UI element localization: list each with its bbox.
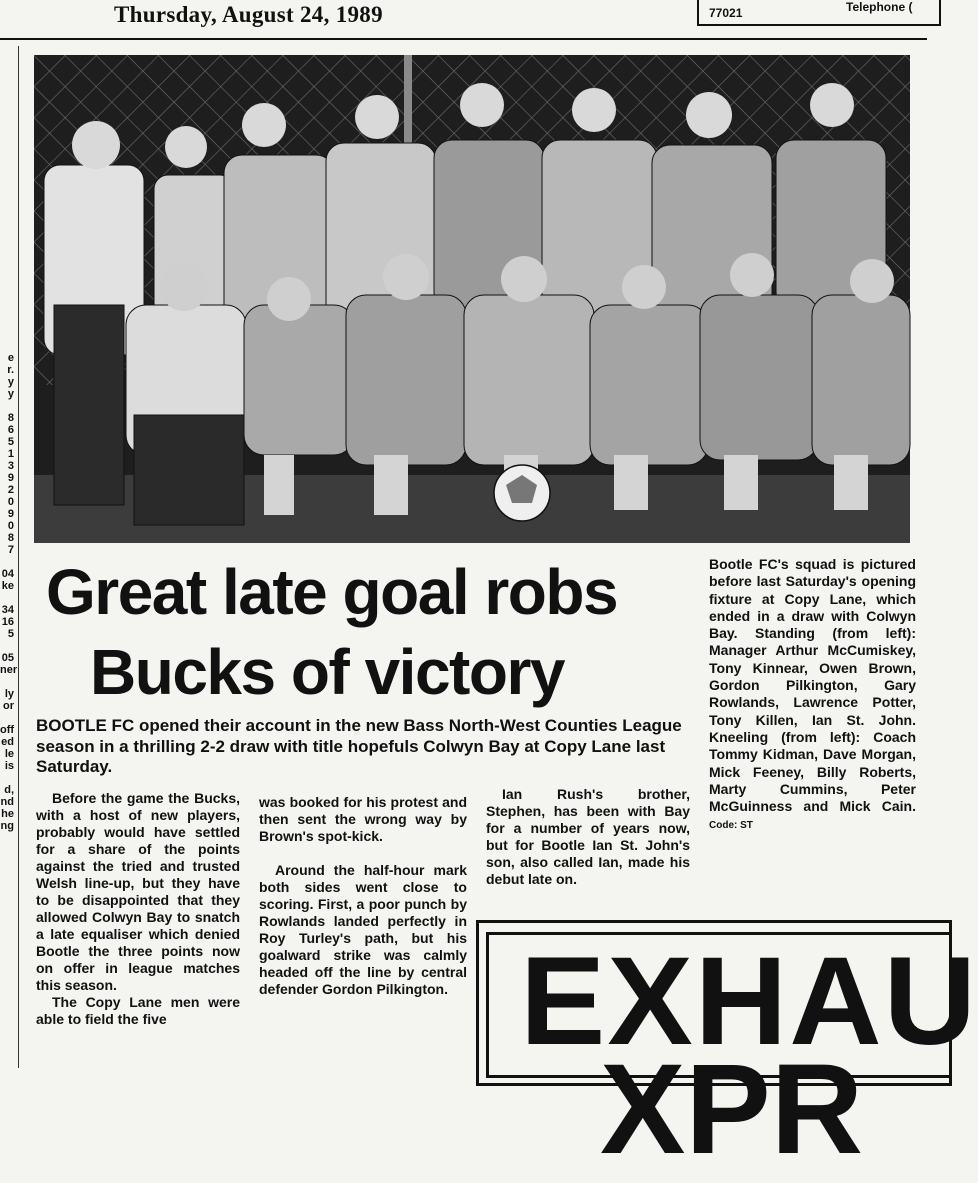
fragment-text: he <box>1 808 14 820</box>
advert-headline: EXHAU <box>520 931 978 1072</box>
paragraph: Around the half-hour mark both sides went close to scoring. First, a poor punch by Rowlands landed perfectly in Roy Turley's path, but his goalward strike was calmly headed off the line by central defender Gordon Pilkington. <box>259 862 467 997</box>
team-photo <box>34 55 910 543</box>
fragment-text: or <box>3 700 14 712</box>
fragment-text <box>0 772 14 784</box>
fragment-text: 2 <box>7 484 14 496</box>
masthead-telephone: Telephone ( <box>846 0 913 14</box>
fragment-text: ed <box>1 736 14 748</box>
fragment-text <box>0 556 14 568</box>
team-photo-icon <box>34 55 910 543</box>
fragment-text: 7 <box>7 544 14 556</box>
fragment-text: ng <box>0 820 14 832</box>
fragment-text: r. <box>7 364 14 376</box>
fragment-text: is <box>4 760 14 772</box>
photo-caption-text: Bootle FC's squad is pictured before last Saturday's opening fixture at Copy Lane, which ended in a draw with Colwyn Bay. Standing (from left): Manager Arthur McCumiskey, Tony Kinnear, Owen Brown, Gordon Pilkington, Gary Rowlands, Lawrence Potter, Tony Killen, Ian St. John. Kneeling (from left): Coach Tommy Kidman, Dave Morgan, Mick Feeney, Billy Roberts, Marty Cummins, Peter McGuinness and Mick Cain. <box>709 556 916 815</box>
fragment-text: 9 <box>7 472 14 484</box>
story-column-1 <box>36 790 240 1028</box>
fragment-text <box>0 676 14 688</box>
fragment-text: 9 <box>7 508 14 520</box>
fragment-text: 5 <box>7 628 14 640</box>
story-column-3 <box>486 786 690 888</box>
fragment-text: d, <box>4 784 14 796</box>
fragment-text: off <box>0 724 15 736</box>
fragment-text: ner <box>0 664 18 676</box>
headline <box>46 552 696 712</box>
paragraph: Before the game the Bucks, with a host of new players, probably would have settled for a share of the points against the tried and trusted Welsh line-up, but they have to be disappointed that they allowed Colwyn Bay to snatch a late equaliser which denied Bootle the three points now on offer in league matches this season. <box>36 790 240 993</box>
fragment-text: 05 <box>1 652 14 664</box>
paragraph: Ian Rush's brother, Stephen, has been with Bay for a number of years now, but for Bootle Ian St. John's son, also called Ian, made his debut late on. <box>486 786 690 887</box>
top-rule <box>0 38 927 40</box>
masthead-code: 77021 <box>709 6 743 20</box>
advert-subline: XPR <box>600 1038 864 1181</box>
story-column-2 <box>259 794 467 998</box>
headline-line-2: Bucks of victory <box>90 636 564 708</box>
fragment-text <box>0 400 14 412</box>
fragment-text: 3 <box>7 460 14 472</box>
fragment-text: y <box>7 376 14 388</box>
fragment-text: ke <box>1 580 14 592</box>
fragment-text: nd <box>0 796 14 808</box>
fragment-text: 0 <box>7 496 14 508</box>
caption-code: Code: ST <box>709 820 753 832</box>
fragment-text: 1 <box>7 448 14 460</box>
fragment-text: le <box>4 748 14 760</box>
fragment-text: 5 <box>7 436 14 448</box>
fragment-text: 04 <box>1 568 14 580</box>
adjacent-column-fragments <box>0 352 18 832</box>
fragment-text: y <box>7 388 14 400</box>
fragment-text: ly <box>4 688 14 700</box>
paragraph: was booked for his protest and then sent the wrong way by Brown's spot-kick. <box>259 794 467 844</box>
edition-date: Thursday, August 24, 1989 <box>114 2 383 27</box>
fragment-text: e <box>7 352 14 364</box>
fragment-text: 8 <box>7 412 14 424</box>
column-rule <box>18 46 19 1068</box>
fragment-text: 8 <box>7 532 14 544</box>
fragment-text: 16 <box>1 616 14 628</box>
paragraph: The Copy Lane men were able to field the five <box>36 994 240 1027</box>
fragment-text: 6 <box>7 424 14 436</box>
fragment-text <box>0 712 14 724</box>
fragment-text <box>0 592 14 604</box>
story-intro: BOOTLE FC opened their account in the new Bass North-West Counties League season in a thrilling 2-2 draw with title hopefuls Colwyn Bay at Copy Lane last Saturday. <box>36 716 682 776</box>
fragment-text: 34 <box>1 604 14 616</box>
headline-line-1: Great late goal robs <box>46 556 618 628</box>
fragment-text <box>0 640 14 652</box>
fragment-text: 0 <box>7 520 14 532</box>
photo-caption <box>709 556 916 835</box>
